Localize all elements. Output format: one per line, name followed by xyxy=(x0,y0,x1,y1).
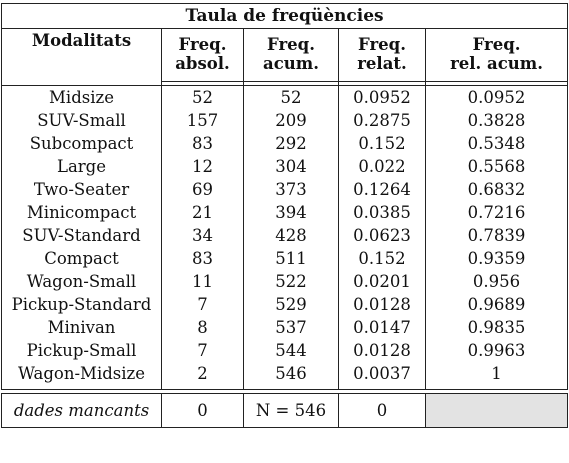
cell-freq-relacum: 0.7216 xyxy=(426,201,568,224)
header-acum-line1: Freq. xyxy=(244,29,339,55)
table-row xyxy=(2,339,568,362)
cell-freq-relat: 0.152 xyxy=(339,247,426,270)
cell-freq-acum: 209 xyxy=(244,109,339,132)
frequency-table xyxy=(1,3,568,428)
table-row xyxy=(2,270,568,293)
header-relacum-line1: Freq. xyxy=(426,29,568,55)
cell-freq-relacum: 0.9689 xyxy=(426,293,568,316)
cell-freq-relacum: 0.6832 xyxy=(426,178,568,201)
missing-relat: 0 xyxy=(339,394,426,428)
table-row xyxy=(2,362,568,385)
cell-freq-relat: 0.2875 xyxy=(339,109,426,132)
cell-freq-relacum: 0.3828 xyxy=(426,109,568,132)
cell-freq-relacum: 0.9359 xyxy=(426,247,568,270)
cell-freq-relacum: 0.9963 xyxy=(426,339,568,362)
cell-modalitat: Midsize xyxy=(2,86,162,110)
cell-freq-acum: 529 xyxy=(244,293,339,316)
header-relat-line1: Freq. xyxy=(339,29,426,55)
cell-freq-abs: 7 xyxy=(162,293,244,316)
cell-freq-acum: 544 xyxy=(244,339,339,362)
header-relacum-line2: rel. acum. xyxy=(426,54,568,82)
missing-abs: 0 xyxy=(162,394,244,428)
cell-freq-acum: 52 xyxy=(244,86,339,110)
cell-freq-relacum: 0.956 xyxy=(426,270,568,293)
table-row xyxy=(2,178,568,201)
cell-freq-abs: 12 xyxy=(162,155,244,178)
cell-freq-acum: 511 xyxy=(244,247,339,270)
cell-modalitat: Two-Seater xyxy=(2,178,162,201)
cell-freq-relat: 0.0128 xyxy=(339,339,426,362)
header-row-1 xyxy=(2,29,568,55)
cell-modalitat: Pickup-Standard xyxy=(2,293,162,316)
cell-modalitat: Pickup-Small xyxy=(2,339,162,362)
table-row xyxy=(2,247,568,270)
cell-freq-relat: 0.0147 xyxy=(339,316,426,339)
cell-freq-relat: 0.0623 xyxy=(339,224,426,247)
cell-freq-relacum: 0.9835 xyxy=(426,316,568,339)
cell-freq-relacum: 0.5568 xyxy=(426,155,568,178)
table-row xyxy=(2,132,568,155)
missing-blank-cell xyxy=(426,394,568,428)
cell-freq-abs: 7 xyxy=(162,339,244,362)
table-title: Taula de freqüències xyxy=(2,4,568,29)
cell-freq-relat: 0.0201 xyxy=(339,270,426,293)
cell-freq-relat: 0.0128 xyxy=(339,293,426,316)
cell-freq-acum: 373 xyxy=(244,178,339,201)
cell-freq-abs: 157 xyxy=(162,109,244,132)
cell-modalitat: Wagon-Small xyxy=(2,270,162,293)
cell-modalitat: Wagon-Midsize xyxy=(2,362,162,385)
missing-label: dades mancants xyxy=(2,394,162,428)
cell-freq-acum: 394 xyxy=(244,201,339,224)
cell-freq-abs: 69 xyxy=(162,178,244,201)
table-row xyxy=(2,224,568,247)
cell-freq-abs: 34 xyxy=(162,224,244,247)
cell-freq-abs: 21 xyxy=(162,201,244,224)
cell-freq-acum: 428 xyxy=(244,224,339,247)
cell-modalitat: Minicompact xyxy=(2,201,162,224)
cell-freq-abs: 83 xyxy=(162,247,244,270)
cell-freq-relacum: 0.0952 xyxy=(426,86,568,110)
cell-freq-relat: 0.0037 xyxy=(339,362,426,385)
cell-freq-acum: 304 xyxy=(244,155,339,178)
cell-freq-relat: 0.0952 xyxy=(339,86,426,110)
header-acum-line2: acum. xyxy=(244,54,339,82)
cell-freq-relat: 0.152 xyxy=(339,132,426,155)
cell-freq-abs: 83 xyxy=(162,132,244,155)
table-row xyxy=(2,109,568,132)
cell-modalitat: Large xyxy=(2,155,162,178)
header-relat-line2: relat. xyxy=(339,54,426,82)
cell-freq-acum: 292 xyxy=(244,132,339,155)
table-title-row xyxy=(2,4,568,29)
cell-freq-relat: 0.0385 xyxy=(339,201,426,224)
table-row xyxy=(2,155,568,178)
header-modalitats: Modalitats xyxy=(2,29,162,82)
missing-total: N = 546 xyxy=(244,394,339,428)
cell-freq-acum: 546 xyxy=(244,362,339,385)
cell-modalitat: Compact xyxy=(2,247,162,270)
cell-freq-abs: 52 xyxy=(162,86,244,110)
cell-freq-relacum: 0.5348 xyxy=(426,132,568,155)
header-abs-line1: Freq. xyxy=(162,29,244,55)
cell-modalitat: Subcompact xyxy=(2,132,162,155)
table-row xyxy=(2,201,568,224)
cell-freq-relacum: 0.7839 xyxy=(426,224,568,247)
table-row xyxy=(2,316,568,339)
cell-freq-abs: 8 xyxy=(162,316,244,339)
table-row xyxy=(2,293,568,316)
table-row xyxy=(2,86,568,110)
cell-freq-acum: 537 xyxy=(244,316,339,339)
header-abs-line2: absol. xyxy=(162,54,244,82)
cell-freq-abs: 2 xyxy=(162,362,244,385)
cell-freq-relat: 0.022 xyxy=(339,155,426,178)
cell-freq-relacum: 1 xyxy=(426,362,568,385)
cell-freq-relat: 0.1264 xyxy=(339,178,426,201)
cell-freq-abs: 11 xyxy=(162,270,244,293)
cell-modalitat: Minivan xyxy=(2,316,162,339)
cell-modalitat: SUV-Standard xyxy=(2,224,162,247)
cell-modalitat: SUV-Small xyxy=(2,109,162,132)
missing-row xyxy=(2,394,568,428)
cell-freq-acum: 522 xyxy=(244,270,339,293)
